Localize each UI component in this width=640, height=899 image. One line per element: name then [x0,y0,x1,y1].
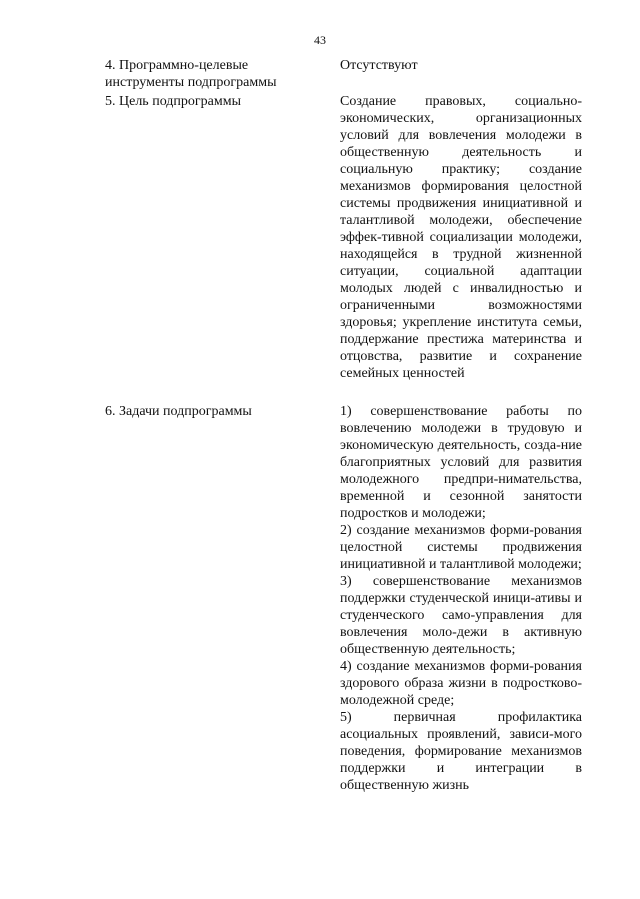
row-content-goal: Создание правовых, социально-экономических, организационных условий для вовлечения молодежи в общественную деятельность и социальную практику; создание механизмов формирования целостной системы продвижения инициативной и талантливой молодежи, обеспечение эффек-тивной социализации молодежи, находящейся в трудной жизненной ситуации, социальной адаптации молодых людей с инвалидностью и ограниченными возможностями здоровья; укрепление института семьи, поддержание престижа материнства и отцовства, развитие и сохранение семейных ценностей [340,94,582,381]
task-item-5: 5) первичная профилактика асоциальных проявлений, зависи-мого поведения, формирование механизмов поддержки и интеграции в общественную жизнь [340,710,582,793]
row-label-instruments: 4. Программно-целевые инструменты подпрограммы [105,58,277,90]
task-item-4: 4) создание механизмов форми-рования здорового образа жизни в подростково-молодежной среде; [340,659,582,708]
page-number: 43 [314,33,326,47]
task-item-2: 2) создание механизмов форми-рования целостной системы продвижения инициативной и талантливой молодежи; [340,523,582,572]
task-item-1: 1) совершенствование работы по вовлечению молодежи в трудовую и экономическую деятельность, созда-ние благоприятных условий для развития молодежного предпри-нимательства, временной и сезонной занятости подростков и молодежи; [340,404,582,521]
row-label-goal: 5. Цель подпрограммы [105,94,241,109]
task-item-3: 3) совершенствование механизмов поддержки студенческой иници-ативы и студенческого само-управления для вовлечения моло-дежи в активную общественную деятельность; [340,574,582,657]
row-content-instruments: Отсутствуют [340,58,418,73]
row-content-tasks [340,403,582,794]
row-label-tasks: 6. Задачи подпрограммы [105,404,252,419]
